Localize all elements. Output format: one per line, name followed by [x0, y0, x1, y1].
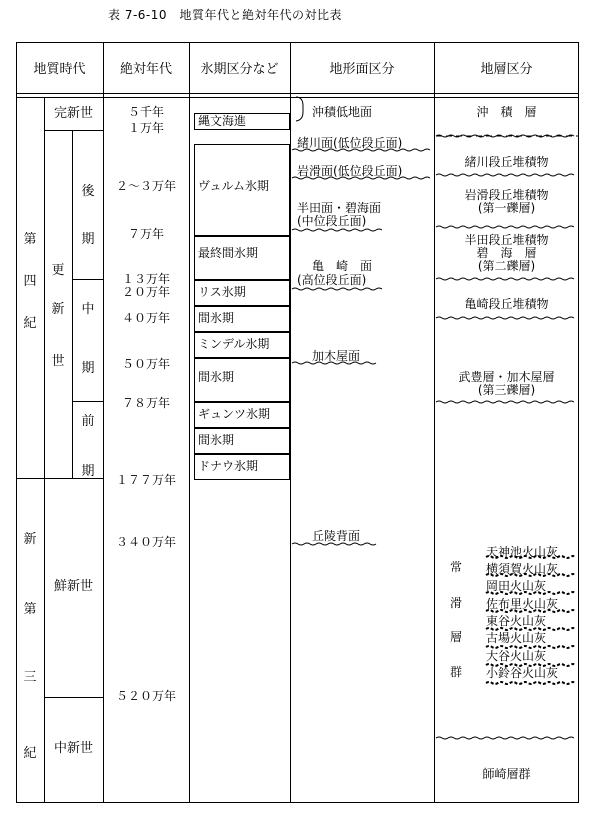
header-glacial: 氷期区分など [200, 62, 279, 77]
ash-otani: 大谷火山灰 [486, 649, 547, 663]
landform-kamezaki-sub: (高位段丘面) [297, 273, 367, 287]
ash-okada: 岡田火山灰 [486, 579, 547, 593]
abs-age-780k: ７８万年 [121, 396, 170, 410]
stratum-handa: 半田段丘堆積物 [464, 233, 549, 247]
glacial-wurm: ヴュルム氷期 [198, 179, 270, 193]
table-title: 表 7-6-10 地質年代と絶対年代の対比表 [108, 8, 343, 22]
early-char-1: 前 [81, 414, 95, 429]
header-abs-age: 絶対年代 [119, 62, 172, 77]
ash-higashiya: 東谷火山灰 [486, 614, 547, 628]
stratum-handa-mid: 碧 海 層 [476, 246, 537, 260]
ash-yokosuka: 横須賀火山灰 [486, 562, 559, 576]
ash-koba: 古場火山灰 [486, 631, 547, 645]
abs-age-3400k: ３４０万年 [115, 535, 176, 549]
landform-iwanameri: 岩滑面(低位段丘面) [297, 164, 403, 178]
pleistocene-char-2: 新 [51, 302, 65, 317]
glacial-gunz: ギュンツ氷期 [198, 407, 271, 421]
middle-char-2: 期 [81, 361, 95, 376]
stratum-ogawa: 緒川段丘堆積物 [464, 155, 549, 169]
stratum-kamezaki: 亀崎段丘堆積物 [464, 297, 549, 311]
abs-age-130k: １３万年 [121, 272, 170, 286]
early-char-2: 期 [81, 464, 95, 479]
landform-hill: 丘陵背面 [312, 529, 361, 543]
tertiary-char-2: 第 [23, 602, 37, 617]
glacial-interglacial-2: 間氷期 [198, 370, 235, 384]
pliocene-label: 鮮新世 [53, 579, 93, 594]
abs-age-500k: ５０万年 [121, 357, 170, 371]
middle-char-1: 中 [81, 302, 95, 317]
late-char-1: 後 [81, 184, 95, 199]
late-char-2: 期 [81, 232, 95, 247]
glacial-mindel: ミンデル氷期 [198, 337, 270, 351]
landform-ogawa: 緒川面(低位段丘面) [297, 136, 403, 150]
landform-alluvial: 沖積低地面 [312, 105, 373, 119]
pleistocene-char-1: 更 [51, 263, 65, 278]
abs-age-10k: １万年 [127, 121, 164, 135]
quaternary-char-2: 四 [23, 274, 37, 289]
ash-kosugaya: 小鈴谷火山灰 [486, 666, 559, 680]
ash-sabuuri: 佐布里火山灰 [486, 597, 559, 611]
abs-age-5k: ５千年 [127, 105, 164, 119]
abs-age-5200k: ５２０万年 [115, 689, 176, 703]
tokoname-char-4: 群 [450, 665, 463, 679]
landform-handa: 半田面・碧海面 [297, 201, 382, 215]
quaternary-char-1: 第 [23, 232, 37, 247]
stratum-taketoyo-sub: (第三礫層) [477, 383, 536, 397]
header-landform: 地形面区分 [329, 62, 395, 77]
tokoname-char-1: 常 [450, 560, 463, 574]
landform-kabuto: 加木屋面 [312, 349, 361, 363]
stratum-iwanameri: 岩滑段丘堆積物 [464, 188, 549, 202]
quaternary-char-3: 紀 [23, 316, 37, 331]
stratum-morozaki: 師崎層群 [482, 767, 531, 781]
tertiary-char-3: 三 [23, 670, 37, 685]
abs-age-400k: ４０万年 [121, 311, 170, 325]
tokoname-char-3: 層 [450, 630, 463, 644]
glacial-interglacial-1: 間氷期 [198, 311, 235, 325]
tertiary-char-4: 紀 [23, 746, 37, 761]
glacial-jomon: 縄文海進 [198, 114, 247, 128]
glacial-riss: リス氷期 [198, 285, 246, 299]
stratum-handa-sub: (第二礫層) [477, 259, 536, 273]
landform-kamezaki: 亀 崎 面 [312, 259, 373, 273]
abs-age-70k: ７万年 [127, 227, 164, 241]
stratum-iwanameri-sub: (第一礫層) [477, 201, 536, 215]
glacial-last-interglacial: 最終間氷期 [198, 246, 259, 260]
landform-handa-sub: (中位段丘面) [297, 214, 367, 228]
holocene-label: 完新世 [53, 106, 93, 121]
glacial-interglacial-3: 間氷期 [198, 433, 235, 447]
header-geo-age: 地質時代 [33, 62, 86, 77]
stratum-taketoyo: 武豊層・加木屋層 [458, 370, 555, 384]
stratum-alluvium: 沖 積 層 [476, 105, 537, 119]
glacial-donau: ドナウ氷期 [198, 459, 259, 473]
pleistocene-char-3: 世 [51, 354, 65, 369]
abs-age-200k: ２０万年 [121, 285, 170, 299]
abs-age-1770k: １７７万年 [115, 473, 176, 487]
header-stratum: 地層区分 [480, 62, 533, 77]
abs-age-20-30k: ２〜３万年 [115, 179, 176, 193]
miocene-label: 中新世 [53, 741, 93, 756]
tertiary-char-1: 新 [23, 532, 37, 547]
ash-tenjinike: 天神池火山灰 [486, 545, 559, 559]
tokoname-char-2: 滑 [450, 596, 463, 610]
